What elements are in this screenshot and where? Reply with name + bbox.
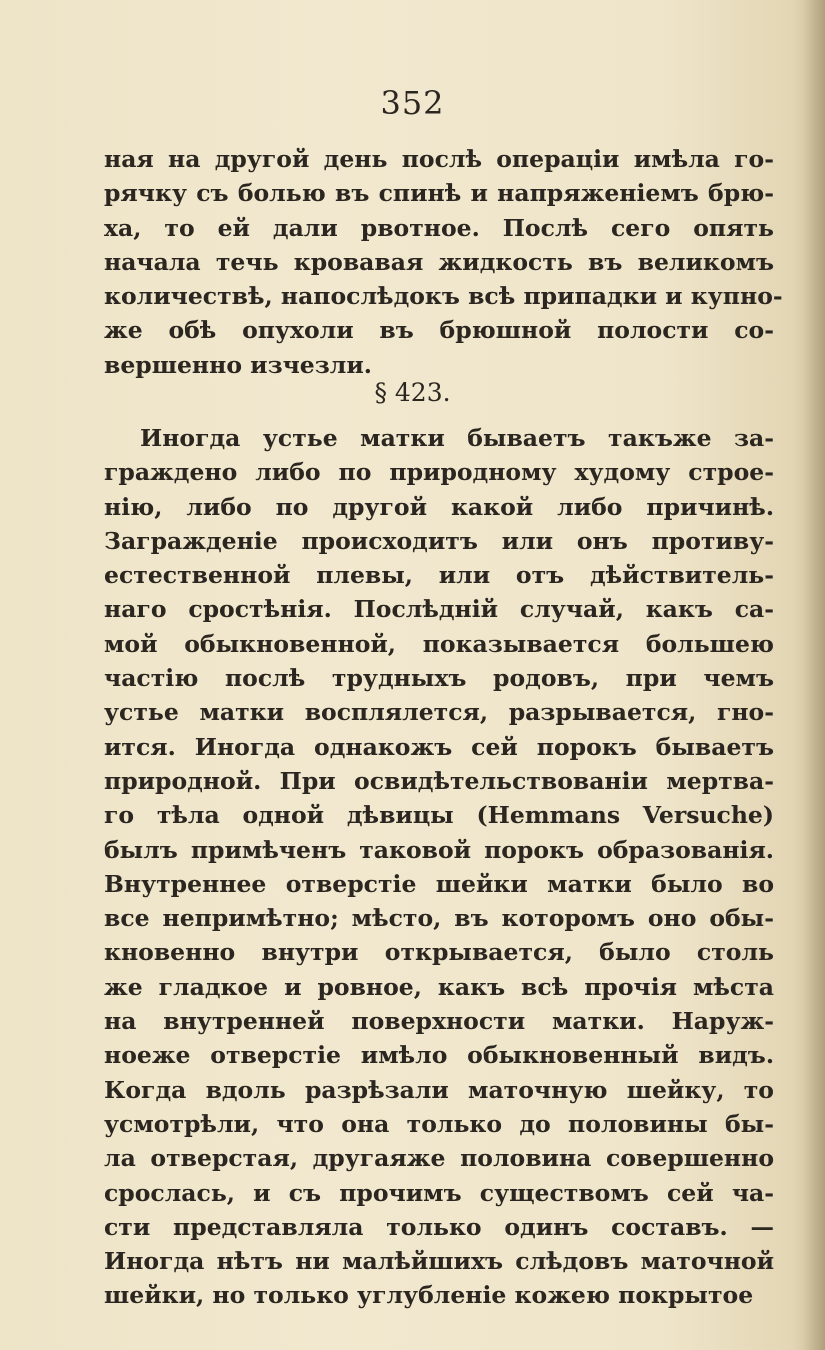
text-line: нію, либо по другой какой либо причинѣ.: [104, 492, 774, 521]
text-line: былъ примѣченъ таковой порокъ образованія.: [104, 835, 774, 864]
text-line: шейки, но только углубленіе кожею покрытое: [104, 1281, 754, 1310]
text-line: вершенно изчезли.: [104, 350, 372, 379]
text-line: кновенно внутри открывается, было столь: [104, 938, 774, 967]
paragraph-continued: [104, 142, 783, 382]
text-line: рячку съ болью въ спинѣ и напряженіемъ брю-: [104, 179, 774, 208]
section-heading: § 423.: [374, 378, 451, 407]
text-line: все непримѣтно; мѣсто, въ которомъ оно обы-: [104, 904, 774, 933]
text-line: устье матки восплялется, разрывается, гно-: [104, 698, 774, 727]
text-line: ноеже отверстіе имѣло обыкновенный видъ.: [104, 1041, 774, 1070]
text-line: естественной плевы, или отъ дѣйствитель-: [104, 561, 774, 590]
text-line: Иногда нѣтъ ни малѣйшихъ слѣдовъ маточной: [104, 1247, 774, 1276]
paragraph-section-423: [104, 421, 774, 1313]
text-line: ла отверстая, другаяже половина совершенно: [104, 1144, 774, 1173]
text-line: ится. Иногда однакожъ сей порокъ бываетъ: [104, 732, 774, 761]
text-line: Загражденіе происходитъ или онъ противу-: [104, 526, 774, 555]
text-line: Когда вдоль разрѣзали маточную шейку, то: [104, 1075, 774, 1104]
text-line: частію послѣ трудныхъ родовъ, при чемъ: [104, 664, 774, 693]
text-line: начала течь кровавая жидкость въ великомъ: [104, 247, 774, 276]
page-edge-shadow: [803, 0, 825, 1350]
page-number: 352: [380, 84, 445, 122]
text-line: ха, то ей дали рвотное. Послѣ сего опять: [104, 213, 774, 242]
text-line: мой обыкновенной, показывается большею: [104, 629, 774, 658]
text-line: количествѣ, напослѣдокъ всѣ припадки и купно-: [104, 282, 783, 311]
text-line: природной. При освидѣтельствованіи мертва-: [104, 766, 774, 795]
text-line: усмотрѣли, что она только до половины бы-: [104, 1109, 774, 1138]
text-line: на внутренней поверхности матки. Наруж-: [104, 1007, 774, 1036]
text-line: же гладкое и ровное, какъ всѣ прочія мѣста: [104, 972, 774, 1001]
text-line: Внутреннее отверстіе шейки матки было во: [104, 869, 774, 898]
text-line: Иногда устье матки бываетъ такъже за-: [140, 424, 774, 452]
text-line: ная на другой день послѣ операціи имѣла го-: [104, 145, 774, 173]
text-line: наго сростѣнія. Послѣдній случай, какъ са-: [104, 595, 774, 624]
text-line: го тѣла одной дѣвицы (Hemmans Versuche): [104, 801, 774, 830]
text-line: граждено либо по природному худому строе-: [104, 458, 774, 487]
text-line: срослась, и съ прочимъ существомъ сей ча-: [104, 1178, 774, 1207]
text-line: сти представляла только одинъ составъ. —: [104, 1212, 774, 1241]
text-line: же обѣ опухоли въ брюшной полости со-: [104, 316, 774, 345]
